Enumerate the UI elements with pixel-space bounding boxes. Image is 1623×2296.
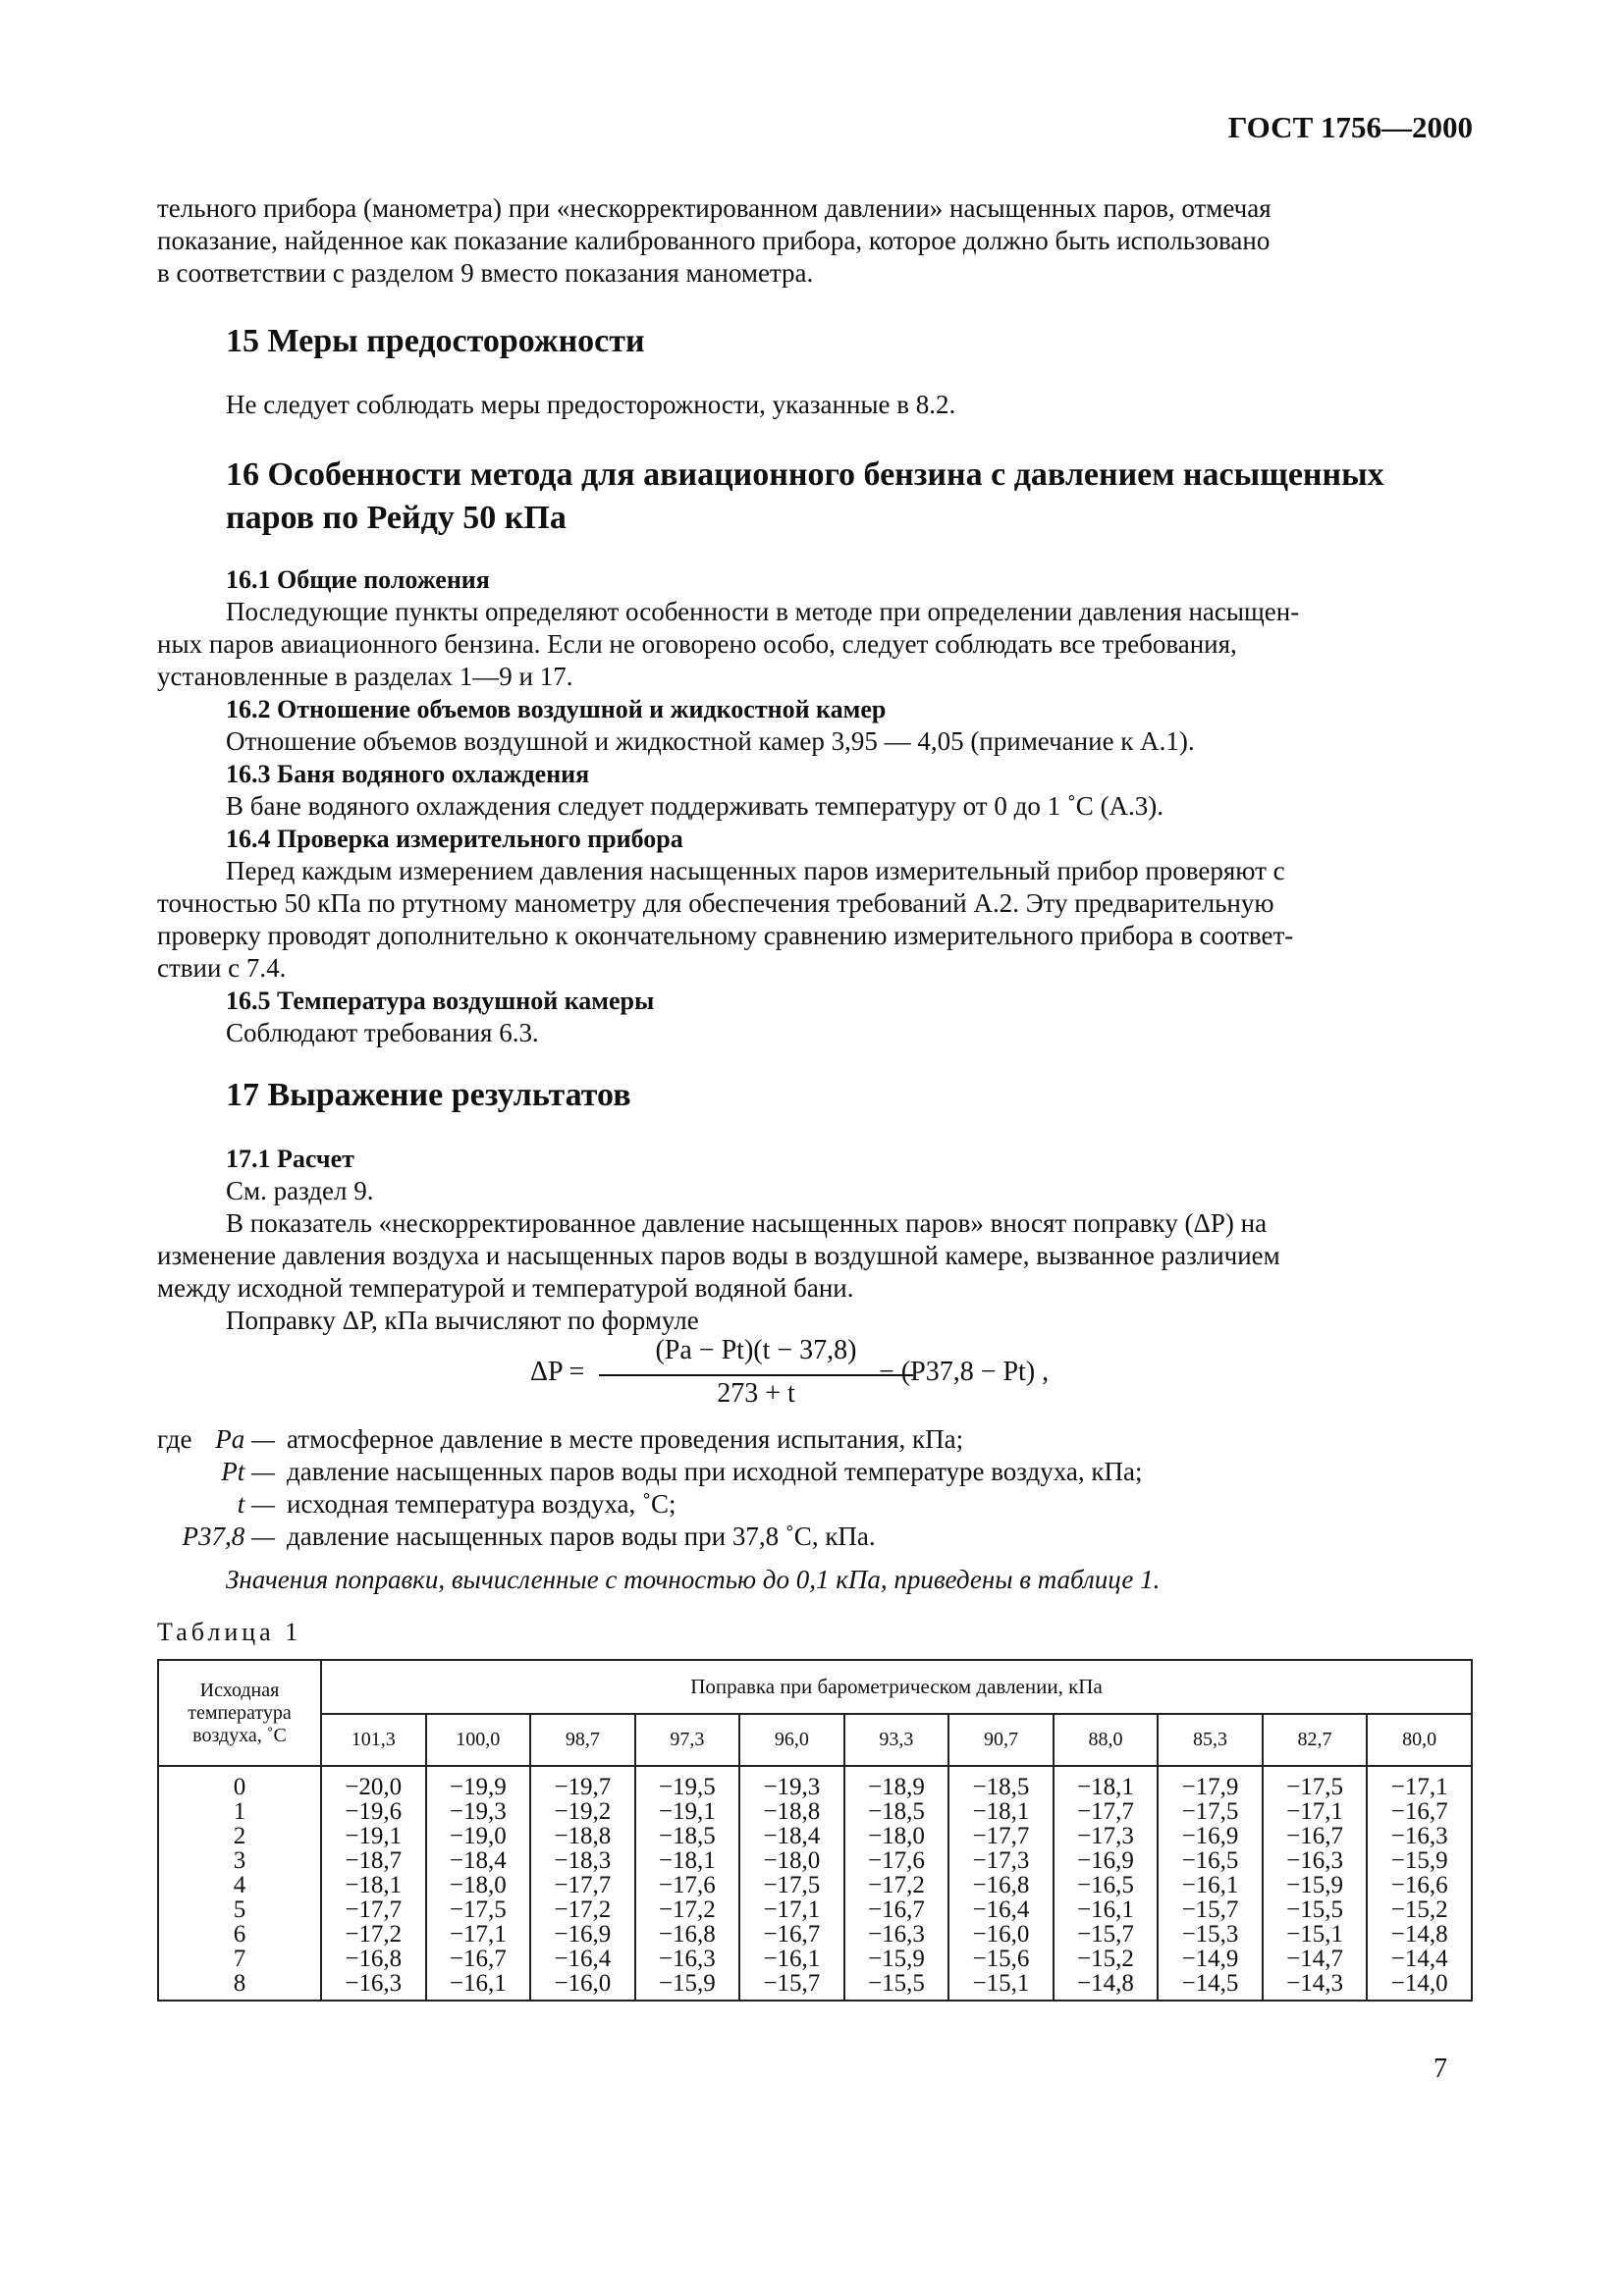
correction-cell: −16,5 bbox=[1054, 1873, 1159, 1897]
clause-16-3-text: В бане водяного охлаждения следует поддерживать температуру от 0 до 1 ˚С (А.3). bbox=[226, 791, 1164, 821]
correction-cell: −16,3 bbox=[844, 1922, 949, 1947]
correction-cell: −18,8 bbox=[530, 1824, 635, 1848]
correction-cell: −16,3 bbox=[1263, 1848, 1368, 1873]
intro-line-3: в соответствии с разделом 9 вместо показания манометра. bbox=[157, 258, 814, 288]
legend-description: давление насыщенных паров воды при исходной температуре воздуха, кПа; bbox=[287, 1457, 1143, 1486]
correction-cell: −20,0 bbox=[321, 1766, 426, 1799]
correction-cell: −18,0 bbox=[844, 1824, 949, 1848]
correction-cell: −14,9 bbox=[1158, 1947, 1263, 1971]
correction-cell: −15,9 bbox=[635, 1971, 740, 2001]
correction-cell: −16,6 bbox=[1367, 1873, 1472, 1897]
clause-16-1-line-2: ных паров авиационного бензина. Если не оговорено особо, следует соблюдать все требования, bbox=[157, 629, 1237, 659]
page-number: 7 bbox=[1434, 2054, 1447, 2084]
correction-cell: −16,9 bbox=[530, 1922, 635, 1947]
correction-cell: −17,1 bbox=[739, 1897, 844, 1922]
legend-description: давление насыщенных паров воды при 37,8 ˚С, кПа. bbox=[287, 1522, 876, 1551]
legend-lead: где bbox=[157, 1424, 192, 1454]
clause-17-1-text: См. раздел 9. bbox=[226, 1176, 374, 1205]
column-header: 97,3 bbox=[635, 1714, 740, 1766]
correction-cell: −18,5 bbox=[635, 1824, 740, 1848]
table-row bbox=[158, 1824, 1472, 1848]
section-17-title: 17 Выражение результатов bbox=[226, 1077, 631, 1113]
clause-16-1-line-1: Последующие пункты определяют особенности в методе при определении давления насыщен- bbox=[226, 597, 1300, 626]
correction-cell: −17,7 bbox=[321, 1897, 426, 1922]
correction-cell: −19,2 bbox=[530, 1799, 635, 1824]
correction-cell: −17,2 bbox=[530, 1897, 635, 1922]
legend-symbol: t — bbox=[237, 1489, 275, 1519]
correction-cell: −16,0 bbox=[948, 1922, 1054, 1947]
column-header: 98,7 bbox=[530, 1714, 635, 1766]
clause-16-3-title: 16.3 Баня водяного охлаждения bbox=[226, 760, 590, 788]
corner-header: Исходная температура воздуха, ˚С bbox=[158, 1660, 321, 1766]
correction-cell: −16,4 bbox=[530, 1947, 635, 1971]
clause-16-5-text: Соблюдают требования 6.3. bbox=[226, 1018, 539, 1047]
correction-cell: −18,5 bbox=[948, 1766, 1054, 1799]
correction-cell: −18,9 bbox=[844, 1766, 949, 1799]
correction-cell: −19,3 bbox=[739, 1766, 844, 1799]
correction-cell: −17,1 bbox=[426, 1922, 531, 1947]
correction-cell: −18,4 bbox=[739, 1824, 844, 1848]
fraction-bar bbox=[599, 1374, 913, 1376]
correction-cell: −19,1 bbox=[321, 1824, 426, 1848]
correction-cell: −14,8 bbox=[1367, 1922, 1472, 1947]
correction-cell: −14,4 bbox=[1367, 1947, 1472, 1971]
correction-cell: −18,4 bbox=[426, 1848, 531, 1873]
correction-cell: −17,9 bbox=[1158, 1766, 1263, 1799]
correction-cell: −17,1 bbox=[1367, 1766, 1472, 1799]
correction-cell: −16,3 bbox=[1367, 1824, 1472, 1848]
section-15-text: Не следует соблюдать меры предосторожности, указанные в 8.2. bbox=[226, 390, 956, 419]
table-row bbox=[158, 1799, 1472, 1824]
correction-cell: −16,8 bbox=[321, 1947, 426, 1971]
clause-16-5-title: 16.5 Температура воздушной камеры bbox=[226, 987, 655, 1015]
clause-17-1-title: 17.1 Расчет bbox=[226, 1145, 354, 1173]
correction-cell: −19,9 bbox=[426, 1766, 531, 1799]
correction-cell: −16,8 bbox=[948, 1873, 1054, 1897]
correction-cell: −16,5 bbox=[1158, 1848, 1263, 1873]
clause-16-4-line-4: ствии с 7.4. bbox=[157, 953, 287, 983]
column-header: 82,7 bbox=[1263, 1714, 1368, 1766]
column-header: 96,0 bbox=[739, 1714, 844, 1766]
correction-cell: −15,9 bbox=[844, 1947, 949, 1971]
temperature-cell: 0 bbox=[158, 1766, 321, 1799]
formula-numerator: (Pa − Pt)(t − 37,8) bbox=[655, 1335, 857, 1365]
column-header: 80,0 bbox=[1367, 1714, 1472, 1766]
correction-cell: −18,8 bbox=[739, 1799, 844, 1824]
correction-cell: −17,5 bbox=[739, 1873, 844, 1897]
correction-cell: −17,3 bbox=[948, 1848, 1054, 1873]
clause-16-2-text: Отношение объемов воздушной и жидкостной камер 3,95 — 4,05 (примечание к А.1). bbox=[226, 726, 1195, 756]
clause-16-1-title: 16.1 Общие положения bbox=[226, 565, 490, 594]
correction-cell: −15,1 bbox=[1263, 1922, 1368, 1947]
correction-cell: −18,0 bbox=[426, 1873, 531, 1897]
clause-16-4-line-2: точностью 50 кПа по ртутному манометру для обеспечения требований А.2. Эту предварительную bbox=[157, 888, 1274, 918]
temperature-cell: 4 bbox=[158, 1873, 321, 1897]
correction-cell: −14,5 bbox=[1158, 1971, 1263, 2001]
formula-lhs: ΔP = bbox=[530, 1357, 585, 1387]
column-header: 88,0 bbox=[1054, 1714, 1159, 1766]
correction-cell: −16,1 bbox=[739, 1947, 844, 1971]
column-header: 85,3 bbox=[1158, 1714, 1263, 1766]
temperature-cell: 7 bbox=[158, 1947, 321, 1971]
correction-cell: −17,5 bbox=[1263, 1766, 1368, 1799]
clause-16-4-line-3: проверку проводят дополнительно к окончательному сравнению измерительного прибора в соответ- bbox=[157, 921, 1294, 950]
correction-cell: −16,7 bbox=[1367, 1799, 1472, 1824]
table-row bbox=[158, 1766, 1472, 1799]
correction-cell: −15,5 bbox=[1263, 1897, 1368, 1922]
correction-cell: −17,3 bbox=[1054, 1824, 1159, 1848]
correction-cell: −16,9 bbox=[1158, 1824, 1263, 1848]
correction-cell: −15,2 bbox=[1367, 1897, 1472, 1922]
correction-cell: −17,7 bbox=[1054, 1799, 1159, 1824]
clause-17-1-para-line-2: изменение давления воздуха и насыщенных паров воды в воздушной камере, вызванное различием bbox=[157, 1241, 1280, 1270]
correction-cell: −17,5 bbox=[1158, 1799, 1263, 1824]
clause-16-4-line-1: Перед каждым измерением давления насыщенных паров измерительный прибор проверяют с bbox=[226, 856, 1285, 885]
table-row bbox=[158, 1873, 1472, 1897]
correction-cell: −16,3 bbox=[321, 1971, 426, 2001]
correction-cell: −17,2 bbox=[844, 1873, 949, 1897]
intro-line-2: показание, найденное как показание калиброванного прибора, которое должно быть использовано bbox=[157, 226, 1271, 255]
legend-symbol: P37,8 — bbox=[182, 1522, 275, 1551]
correction-cell: −16,1 bbox=[1054, 1897, 1159, 1922]
table-row bbox=[158, 1897, 1472, 1922]
correction-cell: −19,6 bbox=[321, 1799, 426, 1824]
clause-16-2-title: 16.2 Отношение объемов воздушной и жидкостной камер bbox=[226, 695, 887, 723]
correction-cell: −19,1 bbox=[635, 1799, 740, 1824]
correction-cell: −16,7 bbox=[844, 1897, 949, 1922]
table-row bbox=[158, 1848, 1472, 1873]
table-row bbox=[158, 1922, 1472, 1947]
clause-16-1-line-3: установленные в разделах 1—9 и 17. bbox=[157, 662, 573, 691]
correction-cell: −18,3 bbox=[530, 1848, 635, 1873]
group-header: Поправка при барометрическом давлении, кПа bbox=[321, 1660, 1472, 1714]
correction-cell: −16,1 bbox=[1158, 1873, 1263, 1897]
clause-17-1-para-line-3: между исходной температурой и температурой водяной бани. bbox=[157, 1273, 854, 1303]
correction-cell: −18,0 bbox=[739, 1848, 844, 1873]
correction-cell: −16,1 bbox=[426, 1971, 531, 2001]
correction-cell: −15,3 bbox=[1158, 1922, 1263, 1947]
correction-cell: −17,6 bbox=[635, 1873, 740, 1897]
table-row bbox=[158, 1971, 1472, 2001]
correction-cell: −15,2 bbox=[1054, 1947, 1159, 1971]
temperature-cell: 2 bbox=[158, 1824, 321, 1848]
intro-line-1: тельного прибора (манометра) при «нескорректированном давлении» насыщенных паров, отмечая bbox=[157, 193, 1271, 223]
correction-cell: −14,8 bbox=[1054, 1971, 1159, 2001]
section-15-title: 15 Меры предосторожности bbox=[226, 323, 645, 359]
correction-cell: −16,0 bbox=[530, 1971, 635, 2001]
column-header: 90,7 bbox=[948, 1714, 1054, 1766]
correction-cell: −19,0 bbox=[426, 1824, 531, 1848]
table-reference-note: Значения поправки, вычисленные с точностью до 0,1 кПа, приведены в таблице 1. bbox=[226, 1565, 1161, 1594]
correction-cell: −16,7 bbox=[426, 1947, 531, 1971]
column-header: 100,0 bbox=[426, 1714, 531, 1766]
correction-cell: −17,2 bbox=[321, 1922, 426, 1947]
correction-cell: −17,7 bbox=[948, 1824, 1054, 1848]
correction-cell: −17,2 bbox=[635, 1897, 740, 1922]
correction-cell: −14,0 bbox=[1367, 1971, 1472, 2001]
correction-cell: −18,1 bbox=[948, 1799, 1054, 1824]
correction-cell: −16,7 bbox=[739, 1922, 844, 1947]
correction-cell: −14,7 bbox=[1263, 1947, 1368, 1971]
correction-cell: −18,7 bbox=[321, 1848, 426, 1873]
column-header: 93,3 bbox=[844, 1714, 949, 1766]
correction-cell: −17,7 bbox=[530, 1873, 635, 1897]
correction-cell: −16,4 bbox=[948, 1897, 1054, 1922]
legend-symbol: Pt — bbox=[221, 1457, 275, 1486]
formula-denominator: 273 + t bbox=[717, 1378, 795, 1409]
temperature-cell: 3 bbox=[158, 1848, 321, 1873]
correction-cell: −15,5 bbox=[844, 1971, 949, 2001]
temperature-cell: 1 bbox=[158, 1799, 321, 1824]
column-header-row bbox=[158, 1714, 1472, 1766]
correction-cell: −18,5 bbox=[844, 1799, 949, 1824]
correction-cell: −17,5 bbox=[426, 1897, 531, 1922]
correction-table bbox=[157, 1659, 1473, 2002]
correction-cell: −15,6 bbox=[948, 1947, 1054, 1971]
correction-cell: −16,8 bbox=[635, 1922, 740, 1947]
table-body bbox=[158, 1766, 1472, 2001]
correction-cell: −18,1 bbox=[321, 1873, 426, 1897]
correction-cell: −15,7 bbox=[1158, 1897, 1263, 1922]
legend-symbol: Pa — bbox=[215, 1424, 275, 1454]
correction-cell: −17,1 bbox=[1263, 1799, 1368, 1824]
correction-cell: −15,7 bbox=[1054, 1922, 1159, 1947]
temperature-cell: 5 bbox=[158, 1897, 321, 1922]
clause-17-1-para-line-1: В показатель «нескорректированное давление насыщенных паров» вносят поправку (ΔP) на bbox=[226, 1208, 1268, 1238]
delta-p-formula bbox=[530, 1335, 1119, 1423]
table-label: Таблица 1 bbox=[157, 1618, 302, 1646]
correction-cell: −16,7 bbox=[1263, 1824, 1368, 1848]
correction-cell: −19,5 bbox=[635, 1766, 740, 1799]
standard-header: ГОСТ 1756—2000 bbox=[1227, 110, 1473, 144]
correction-cell: −15,9 bbox=[1263, 1873, 1368, 1897]
correction-cell: −19,3 bbox=[426, 1799, 531, 1824]
legend-description: исходная температура воздуха, ˚С; bbox=[287, 1489, 676, 1519]
formula-rhs: − (P37,8 − Pt) , bbox=[879, 1357, 1050, 1387]
temperature-cell: 8 bbox=[158, 1971, 321, 2001]
temperature-cell: 6 bbox=[158, 1922, 321, 1947]
clause-16-4-title: 16.4 Проверка измерительного прибора bbox=[226, 825, 683, 853]
section-16-title-line-1: 16 Особенности метода для авиационного бензина с давлением насыщенных bbox=[226, 456, 1384, 493]
section-16-title-line-2: паров по Рейду 50 кПа bbox=[226, 500, 567, 536]
correction-cell: −15,9 bbox=[1367, 1848, 1472, 1873]
correction-cell: −18,1 bbox=[635, 1848, 740, 1873]
legend-description: атмосферное давление в месте проведения испытания, кПа; bbox=[287, 1424, 964, 1454]
correction-cell: −14,3 bbox=[1263, 1971, 1368, 2001]
correction-cell: −16,3 bbox=[635, 1947, 740, 1971]
correction-cell: −17,6 bbox=[844, 1848, 949, 1873]
correction-cell: −15,7 bbox=[739, 1971, 844, 2001]
correction-cell: −19,7 bbox=[530, 1766, 635, 1799]
correction-cell: −15,1 bbox=[948, 1971, 1054, 2001]
table-row bbox=[158, 1947, 1472, 1971]
formula-intro: Поправку ΔP, кПа вычисляют по формуле bbox=[226, 1306, 699, 1335]
column-header: 101,3 bbox=[321, 1714, 426, 1766]
correction-cell: −18,1 bbox=[1054, 1766, 1159, 1799]
correction-cell: −16,9 bbox=[1054, 1848, 1159, 1873]
